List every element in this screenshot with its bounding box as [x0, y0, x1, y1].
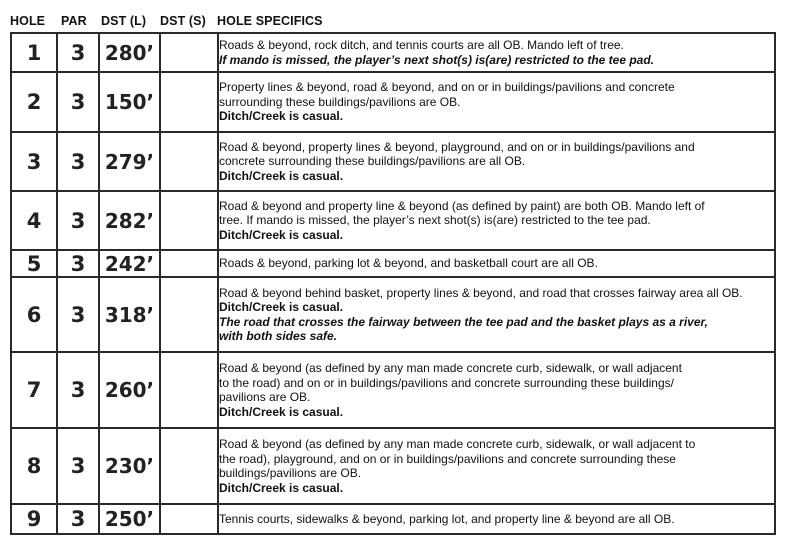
column-headers — [0, 14, 788, 32]
specifics-line: If mando is missed, the player’s next shot(s) is(are) restricted to the tee pad. — [219, 52, 655, 67]
hole-number: 3 — [11, 132, 57, 191]
table-row — [11, 277, 775, 352]
hole-specifics — [218, 33, 775, 72]
specifics-line: Property lines & beyond, road & beyond, and on or in buildings/pavilions and concrete — [219, 80, 675, 95]
specifics-line: Roads & beyond, rock ditch, and tennis courts are all OB. Mando left of tree. — [219, 38, 624, 52]
hole-number: 6 — [11, 277, 57, 352]
hole-number: 1 — [11, 33, 57, 72]
header-hole-specifics: HOLE SPECIFICS — [217, 14, 323, 28]
specifics-line: Ditch/Creek is casual. — [219, 480, 344, 495]
specifics-line: Ditch/Creek is casual. — [219, 300, 344, 314]
hole-specifics — [218, 191, 775, 250]
table-row — [11, 72, 775, 132]
distance-short — [160, 250, 218, 277]
specifics-line: Road & beyond, property lines & beyond, playground, and on or in buildings/pavilions and — [219, 139, 695, 154]
hole-specifics — [218, 428, 775, 504]
hole-specifics — [218, 352, 775, 428]
table-row — [11, 504, 775, 534]
distance-short — [160, 191, 218, 250]
table-row — [11, 250, 775, 277]
distance-long: 250’ — [99, 504, 160, 534]
distance-long: 280’ — [99, 33, 160, 72]
distance-short — [160, 428, 218, 504]
distance-short — [160, 352, 218, 428]
table-row — [11, 191, 775, 250]
specifics-line: Tennis courts, sidewalks & beyond, parking lot, and property line & beyond are all OB. — [219, 511, 675, 526]
distance-short — [160, 504, 218, 534]
hole-specifics — [218, 250, 775, 277]
distance-long: 279’ — [99, 132, 160, 191]
specifics-line: Road & beyond (as defined by any man made concrete curb, sidewalk, or wall adjacent — [219, 361, 682, 375]
specifics-line: The road that crosses the fairway between the tee pad and the basket plays as a river, — [219, 314, 708, 329]
hole-number: 7 — [11, 352, 57, 428]
distance-long: 242’ — [99, 250, 160, 277]
par-value: 3 — [57, 72, 99, 132]
hole-number: 9 — [11, 504, 57, 534]
distance-long: 282’ — [99, 191, 160, 250]
distance-long: 318’ — [99, 277, 160, 352]
specifics-line: pavilions are OB. — [219, 390, 311, 404]
hole-specifics — [218, 504, 775, 534]
hole-number: 2 — [11, 72, 57, 132]
distance-short — [160, 277, 218, 352]
hole-table — [10, 32, 776, 535]
table-row — [11, 132, 775, 191]
distance-short — [160, 33, 218, 72]
distance-long: 150’ — [99, 72, 160, 132]
table-row — [11, 33, 775, 72]
specifics-line: Road & beyond and property line & beyond (as defined by paint) are both OB. Mando left of — [219, 198, 705, 213]
specifics-line: with both sides safe. — [219, 329, 338, 343]
par-value: 3 — [57, 191, 99, 250]
specifics-line: Road & beyond behind basket, property lines & beyond, and road that crosses fairway area all OB. — [219, 285, 743, 300]
hole-number: 4 — [11, 191, 57, 250]
hole-number: 8 — [11, 428, 57, 504]
specifics-line: Ditch/Creek is casual. — [219, 404, 344, 419]
specifics-line: to the road) and on or in buildings/pavilions and concrete surrounding these buildings/ — [219, 375, 674, 390]
hole-specifics — [218, 132, 775, 191]
par-value: 3 — [57, 428, 99, 504]
specifics-line: the road), playground, and on or in buildings/pavilions and concrete surrounding these — [219, 451, 676, 466]
distance-long: 230’ — [99, 428, 160, 504]
par-value: 3 — [57, 132, 99, 191]
specifics-line: Roads & beyond, parking lot & beyond, and basketball court are all OB. — [219, 256, 598, 271]
par-value: 3 — [57, 33, 99, 72]
par-value: 3 — [57, 277, 99, 352]
specifics-line: Ditch/Creek is casual. — [219, 168, 344, 183]
par-value: 3 — [57, 504, 99, 534]
hole-number: 5 — [11, 250, 57, 277]
par-value: 3 — [57, 250, 99, 277]
distance-short — [160, 72, 218, 132]
distance-short — [160, 132, 218, 191]
header-hole: HOLE — [10, 14, 46, 28]
table-row — [11, 352, 775, 428]
specifics-line: concrete surrounding these buildings/pavilions are all OB. — [219, 154, 526, 169]
specifics-line: tree. If mando is missed, the player’s next shot(s) is(are) restricted to the tee pad. — [219, 213, 651, 228]
specifics-line: buildings/pavilions are OB. — [219, 466, 362, 480]
header-dst-long: DST (L) — [101, 14, 147, 28]
hole-specifics — [218, 277, 775, 352]
specifics-line: Ditch/Creek is casual. — [219, 227, 344, 242]
specifics-line: surrounding these buildings/pavilions are OB. — [219, 94, 461, 109]
specifics-line: Ditch/Creek is casual. — [219, 109, 344, 124]
table-row — [11, 428, 775, 504]
header-par: PAR — [61, 14, 87, 28]
par-value: 3 — [57, 352, 99, 428]
hole-specifics — [218, 72, 775, 132]
specifics-line: Road & beyond (as defined by any man made concrete curb, sidewalk, or wall adjacent to — [219, 437, 696, 451]
header-dst-short: DST (S) — [160, 14, 206, 28]
distance-long: 260’ — [99, 352, 160, 428]
